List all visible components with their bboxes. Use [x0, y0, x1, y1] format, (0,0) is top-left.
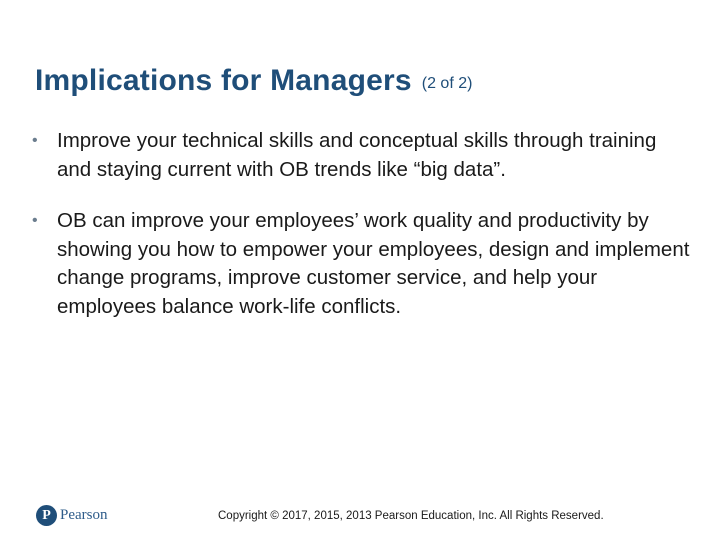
bullet-text: Improve your technical skills and conceptual skills through training and staying current with OB trends like “big data”.: [57, 129, 657, 181]
copyright-notice: Copyright © 2017, 2015, 2013 Pearson Education, Inc. All Rights Reserved.: [218, 510, 604, 522]
bullet-text: OB can improve your employees’ work quality and productivity by showing you how to empower your employees, design and implement change programs, improve customer service, and help your employees balance work-life conflicts.: [57, 209, 690, 318]
slide-title-text: Implications for Managers: [35, 64, 412, 97]
bullet-marker: •: [32, 212, 38, 229]
pearson-logo: [36, 505, 108, 526]
bullet-marker: •: [32, 132, 38, 149]
bullet-item: [32, 127, 692, 184]
slide-title-suffix: (2 of 2): [421, 75, 473, 92]
bullet-item: [32, 207, 692, 321]
bullet-list: [32, 127, 692, 344]
pearson-logo-text: Pearson: [60, 507, 108, 523]
slide-title: [35, 64, 472, 98]
pearson-logo-icon: P: [36, 505, 57, 526]
